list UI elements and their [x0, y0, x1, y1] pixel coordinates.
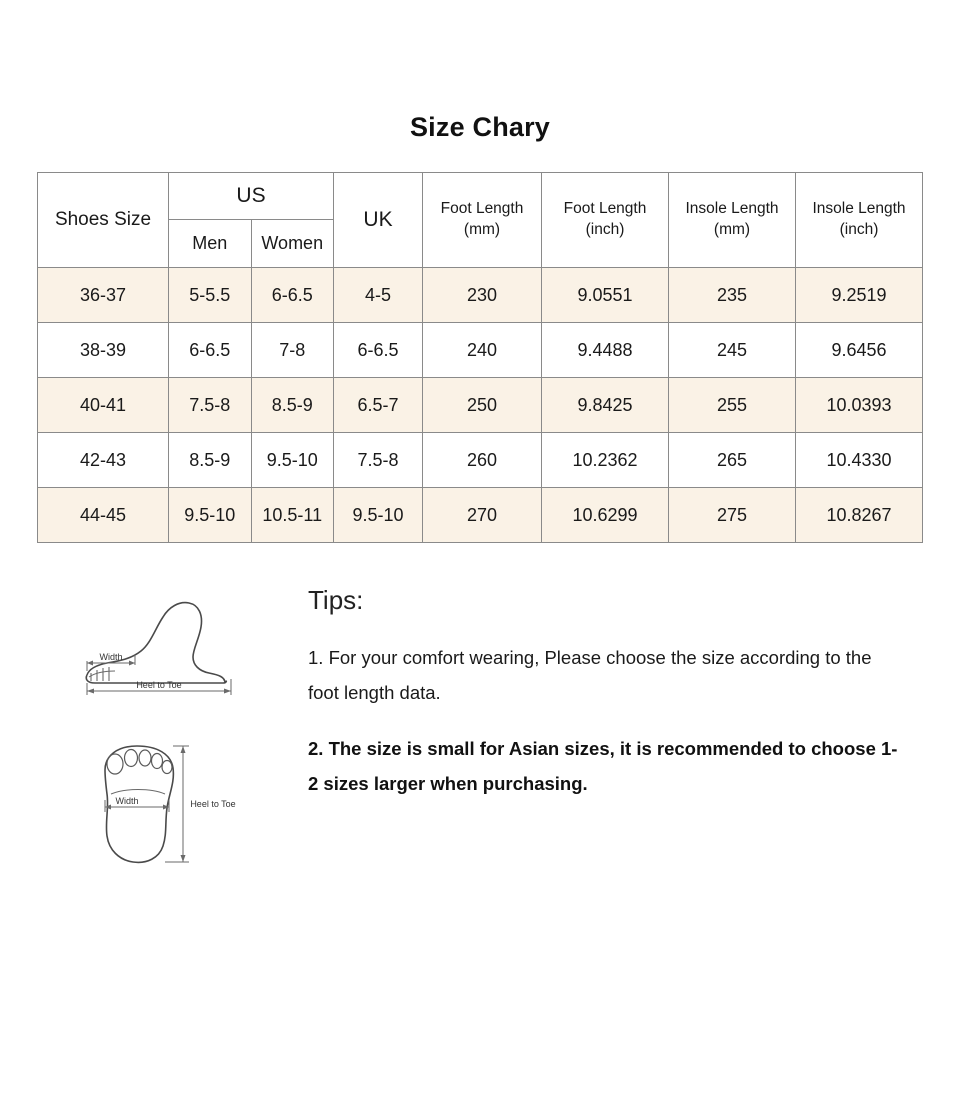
cell-us-men: 5-5.5: [169, 268, 252, 323]
cell-foot-length-inch: 9.4488: [542, 323, 669, 378]
cell-insole-length-mm: 265: [669, 433, 796, 488]
cell-shoes-size: 42-43: [38, 433, 169, 488]
cell-shoes-size: 44-45: [38, 488, 169, 543]
top-width-label: Width: [115, 796, 139, 806]
header-insole-length-inch-line1: Insole Length: [812, 200, 906, 218]
lower-section: [0, 585, 960, 884]
side-heel-to-toe-label: Heel to Toe: [136, 680, 182, 690]
cell-foot-length-mm: 260: [423, 433, 542, 488]
header-foot-length-mm: [423, 173, 542, 268]
cell-shoes-size: 36-37: [38, 268, 169, 323]
foot-top-view-figure: [85, 734, 300, 884]
header-insole-length-mm-line1: Insole Length: [685, 200, 779, 218]
cell-us-women: 10.5-11: [251, 488, 334, 543]
cell-us-women: 8.5-9: [251, 378, 334, 433]
tips-heading: Tips:: [308, 585, 364, 615]
toe-4: [152, 754, 163, 769]
side-width-label: Width: [99, 652, 123, 662]
header-insole-length-inch: [796, 173, 923, 268]
header-us: US: [169, 173, 334, 220]
tips-section: [300, 585, 960, 884]
cell-insole-length-inch: 10.8267: [796, 488, 923, 543]
header-shoes-size: Shoes Size: [38, 173, 169, 268]
cell-foot-length-mm: 230: [423, 268, 542, 323]
cell-foot-length-inch: 10.6299: [542, 488, 669, 543]
foot-measure-figures: [0, 585, 300, 884]
big-toe: [107, 754, 123, 774]
page-title: Size Chary: [409, 112, 551, 142]
cell-insole-length-mm: 275: [669, 488, 796, 543]
table-header-row-1: [38, 173, 923, 220]
header-foot-length-inch-line2: (inch): [585, 221, 625, 238]
cell-uk: 7.5-8: [334, 433, 423, 488]
toe-2: [125, 750, 138, 767]
cell-insole-length-mm: 245: [669, 323, 796, 378]
cell-us-men: 8.5-9: [169, 433, 252, 488]
table-row: [38, 488, 923, 543]
header-insole-length-mm-line2: (mm): [713, 221, 751, 238]
cell-us-women: 9.5-10: [251, 433, 334, 488]
table-row: [38, 268, 923, 323]
cell-foot-length-mm: 240: [423, 323, 542, 378]
cell-us-women: 7-8: [251, 323, 334, 378]
table-row: [38, 433, 923, 488]
toe-arc: [89, 671, 115, 677]
table-body: [38, 268, 923, 543]
tip-item-1: 1. For your comfort wearing, Please choose the size according to the foot length data.: [308, 647, 872, 704]
cell-insole-length-inch: 9.6456: [796, 323, 923, 378]
toe-3: [139, 750, 151, 766]
table-header: [38, 173, 923, 268]
top-heel-toe-arrowhead-top: [181, 746, 186, 753]
header-us-men: Men: [169, 220, 252, 268]
table-row: [38, 378, 923, 433]
size-chart-page: [0, 112, 960, 1097]
top-heel-to-toe-label: Heel to Toe: [190, 799, 236, 809]
cell-insole-length-mm: 235: [669, 268, 796, 323]
foot-side-view-svg: [75, 593, 275, 703]
cell-insole-length-inch: 10.4330: [796, 433, 923, 488]
cell-us-men: 9.5-10: [169, 488, 252, 543]
cell-uk: 6.5-7: [334, 378, 423, 433]
cell-foot-length-inch: 10.2362: [542, 433, 669, 488]
header-us-women: Women: [251, 220, 334, 268]
size-table-container: [37, 172, 923, 543]
cell-uk: 6-6.5: [334, 323, 423, 378]
header-foot-length-mm-line2: (mm): [463, 221, 501, 238]
header-insole-length-mm: [669, 173, 796, 268]
width-arrowhead-right: [129, 661, 135, 666]
cell-shoes-size: 40-41: [38, 378, 169, 433]
tip-item-2: 2. The size is small for Asian sizes, it is recommended to choose 1-2 sizes larger when purchasing.: [308, 738, 898, 794]
heel-toe-arrowhead-left: [87, 689, 94, 694]
cell-foot-length-inch: 9.0551: [542, 268, 669, 323]
size-chart-table: [37, 172, 923, 543]
cell-us-men: 6-6.5: [169, 323, 252, 378]
header-uk: UK: [334, 173, 423, 268]
header-foot-length-mm-line1: Foot Length: [440, 200, 524, 218]
cell-insole-length-mm: 255: [669, 378, 796, 433]
cell-us-women: 6-6.5: [251, 268, 334, 323]
width-arrowhead-left: [87, 661, 93, 666]
heel-toe-arrowhead-right: [224, 689, 231, 694]
foot-top-view-svg: [85, 734, 285, 879]
header-insole-length-inch-line2: (inch): [839, 221, 879, 238]
cell-insole-length-inch: 9.2519: [796, 268, 923, 323]
table-row: [38, 323, 923, 378]
header-foot-length-inch-line1: Foot Length: [563, 200, 647, 218]
cell-foot-length-mm: 270: [423, 488, 542, 543]
toe-5: [162, 761, 172, 774]
cell-shoes-size: 38-39: [38, 323, 169, 378]
cell-uk: 4-5: [334, 268, 423, 323]
foot-side-view-figure: [75, 593, 300, 708]
cell-us-men: 7.5-8: [169, 378, 252, 433]
arch-line: [111, 790, 165, 795]
header-foot-length-inch: [542, 173, 669, 268]
cell-foot-length-mm: 250: [423, 378, 542, 433]
cell-foot-length-inch: 9.8425: [542, 378, 669, 433]
cell-uk: 9.5-10: [334, 488, 423, 543]
cell-insole-length-inch: 10.0393: [796, 378, 923, 433]
top-heel-toe-arrowhead-bottom: [181, 855, 186, 862]
